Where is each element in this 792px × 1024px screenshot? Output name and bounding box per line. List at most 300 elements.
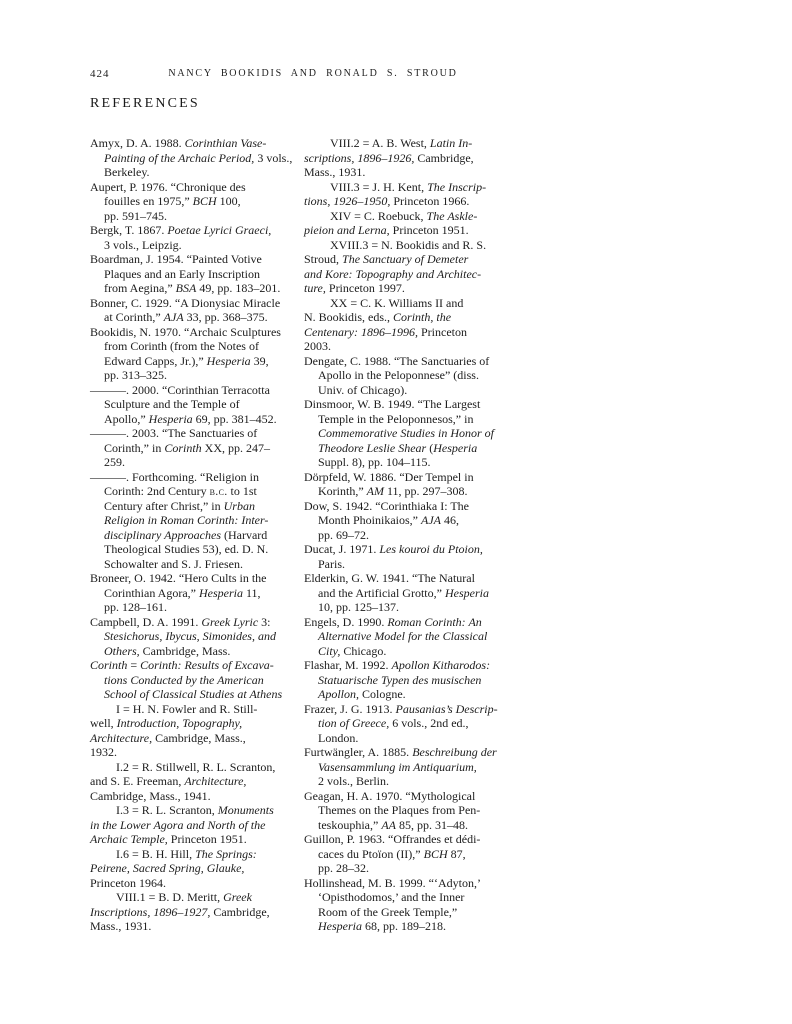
text-run: Statuarische Typen des musischen — [318, 672, 482, 687]
reference-line — [90, 919, 305, 934]
reference-entry — [304, 702, 519, 746]
text-run: Corinthian Agora,” — [104, 585, 199, 600]
reference-line — [304, 426, 519, 441]
text-run: Dörpfeld, W. 1886. “Der Tempel in — [304, 469, 474, 484]
page-number: 424 — [90, 68, 110, 80]
text-run: AA — [381, 817, 396, 832]
text-run: and Kore: Topography and Architec- — [304, 266, 482, 281]
text-run: School of Classical Studies at Athens — [104, 687, 283, 701]
text-run: AJA — [163, 310, 184, 324]
reference-line — [304, 325, 519, 340]
text-run: in the Lower Agora and North of the — [90, 817, 266, 832]
reference-entry — [304, 876, 519, 934]
reference-entry — [304, 571, 519, 615]
text-run: disciplinary Approaches — [104, 527, 221, 542]
text-run: 69, pp. 381–452. — [192, 411, 277, 426]
reference-line — [90, 571, 305, 586]
text-run: tions, 1926–1950, — [304, 194, 391, 208]
reference-entry — [90, 180, 305, 224]
text-run: 49, pp. 183–201. — [196, 281, 281, 295]
reference-line — [90, 774, 305, 789]
text-run: Centenary: 1896–1996, — [304, 324, 418, 339]
text-run: Temple in the Peloponnesos,” in — [318, 411, 474, 426]
text-run: VIII.3 = J. H. Kent, — [330, 179, 428, 194]
text-run: The Springs: — [195, 846, 257, 861]
reference-line — [304, 586, 519, 601]
text-run: Corinth, the — [393, 310, 452, 324]
text-run: The Askle- — [426, 208, 478, 223]
text-run: 85, pp. 31–48. — [396, 817, 468, 832]
text-run: Roman Corinth: An — [387, 614, 482, 629]
reference-line — [90, 484, 305, 499]
text-run: ture, — [304, 281, 326, 295]
text-run: Architecture, — [90, 730, 153, 745]
text-run: London. — [318, 730, 359, 745]
reference-line — [304, 890, 519, 905]
text-run: and the Artificial Grotto,” — [318, 585, 445, 600]
text-run: Cologne. — [359, 687, 406, 701]
reference-line — [90, 209, 305, 224]
text-run: Princeton — [417, 324, 467, 339]
reference-line — [90, 281, 305, 296]
reference-line — [90, 310, 305, 325]
reference-line — [90, 542, 305, 557]
reference-line — [90, 499, 305, 514]
text-run: XX, pp. 247– — [201, 440, 271, 455]
reference-line — [90, 832, 305, 847]
reference-entry — [90, 760, 305, 804]
text-run: pp. 28–32. — [318, 861, 369, 875]
text-run: Hesperia — [148, 411, 193, 426]
reference-entry — [90, 803, 305, 847]
reference-line — [304, 658, 519, 673]
reference-line — [90, 383, 305, 398]
text-run: Latin In- — [429, 136, 473, 150]
reference-line — [90, 136, 305, 151]
reference-line — [90, 412, 305, 427]
reference-entry — [90, 252, 305, 296]
text-run: 3 vols., — [254, 150, 293, 165]
reference-line — [304, 542, 519, 557]
text-run: Theological Studies 53), ed. D. N. — [104, 542, 269, 556]
reference-line — [304, 818, 519, 833]
reference-line — [304, 194, 519, 209]
text-run: Mass., 1931. — [304, 165, 366, 179]
text-run: scriptions, 1896–1926, — [304, 150, 415, 165]
text-run: 68, pp. 189–218. — [362, 919, 446, 933]
reference-line — [90, 702, 305, 717]
reference-line — [304, 832, 519, 847]
reference-line — [90, 658, 305, 673]
text-run: BCH — [192, 194, 217, 208]
text-run: Campbell, D. A. 1991. — [90, 614, 202, 629]
text-run: Cambridge, Mass., — [152, 730, 246, 745]
text-run: Princeton 1951. — [167, 832, 247, 846]
reference-line — [90, 557, 305, 572]
text-run: Greek Lyric — [201, 614, 259, 629]
reference-line — [90, 513, 305, 528]
text-run: to 1st — [227, 484, 257, 498]
text-run: Amyx, D. A. 1988. — [90, 136, 185, 150]
reference-line — [304, 600, 519, 615]
text-run: Princeton 1964. — [90, 875, 166, 890]
text-run: 6 vols., 2nd ed., — [389, 716, 469, 730]
text-run: Hesperia — [206, 353, 251, 368]
reference-line — [90, 760, 305, 775]
text-run: AJA — [421, 513, 442, 527]
reference-line — [304, 528, 519, 543]
reference-line — [90, 600, 305, 615]
reference-line — [304, 281, 519, 296]
text-run: Dengate, C. 1988. “The Sanctuaries of — [304, 353, 490, 368]
text-run: 100, — [216, 194, 241, 208]
reference-entry — [304, 470, 519, 499]
text-run: XVIII.3 = N. Bookidis and R. S. — [330, 237, 487, 252]
text-run: Korinth,” — [318, 484, 367, 498]
text-run: Corinth — [164, 440, 202, 455]
text-run: Others, — [104, 643, 140, 658]
text-run: Inscriptions, 1896–1927, — [90, 904, 211, 919]
text-run: The Inscrip- — [427, 179, 487, 194]
text-run: Edward Capps, Jr.),” — [104, 353, 207, 368]
reference-line — [304, 151, 519, 166]
reference-line — [90, 339, 305, 354]
text-run: Archaic Temple, — [90, 832, 168, 846]
reference-line — [90, 441, 305, 456]
reference-line — [304, 252, 519, 267]
text-run: ( — [426, 440, 434, 455]
reference-entry — [304, 615, 519, 659]
text-run: caces du Ptoïon (II),” — [318, 846, 424, 861]
text-run: Broneer, O. 1942. “Hero Cults in the — [90, 571, 267, 585]
text-run: from Aegina,” — [104, 281, 176, 295]
reference-line — [90, 687, 305, 702]
reference-line — [304, 803, 519, 818]
reference-entry — [304, 296, 519, 354]
text-run: ———. 2003. “The Sanctuaries of — [90, 426, 258, 440]
text-run: Poetae Lyrici Graeci, — [167, 223, 272, 237]
reference-line — [90, 528, 305, 543]
text-run: Sculpture and the Temple of — [104, 397, 240, 411]
reference-entry — [304, 238, 519, 296]
text-run: Cambridge, Mass. — [139, 643, 231, 658]
text-run: Pausanias’s Descrip- — [395, 701, 498, 716]
text-run: Cambridge, — [210, 904, 270, 919]
reference-line — [304, 209, 519, 224]
reference-line — [90, 470, 305, 485]
text-run: Suppl. 8), pp. 104–115. — [318, 455, 431, 469]
text-run: Hollinshead, M. B. 1999. “‘Adyton,’ — [304, 875, 481, 890]
reference-line — [90, 238, 305, 253]
reference-entry — [90, 426, 305, 470]
text-run: 2 vols., Berlin. — [318, 774, 389, 788]
reference-line — [90, 905, 305, 920]
reference-line — [90, 455, 305, 470]
text-run: Monuments — [217, 803, 274, 817]
reference-line — [304, 238, 519, 253]
text-run: Ducat, J. 1971. — [304, 542, 380, 556]
text-run: Princeton 1951. — [389, 223, 469, 237]
reference-line — [304, 310, 519, 325]
text-run: Vasensammlung im Antiquarium, — [318, 759, 477, 774]
reference-line — [304, 354, 519, 369]
reference-line — [90, 789, 305, 804]
text-run: pp. 313–325. — [104, 368, 167, 382]
reference-line — [304, 876, 519, 891]
text-run: 3 vols., Leipzig. — [104, 237, 182, 252]
text-run: Stesichorus, Ibycus, Simonides, and — [104, 629, 276, 643]
reference-line — [304, 499, 519, 514]
reference-line — [304, 687, 519, 702]
reference-line — [304, 223, 519, 238]
text-run: ‘Opisthodomos,’ and the Inner — [318, 890, 465, 904]
reference-entry — [304, 499, 519, 543]
reference-entry — [90, 615, 305, 659]
text-run: Theodore Leslie Shear — [318, 440, 427, 455]
text-run: 39, — [250, 353, 269, 368]
text-run: 259. — [104, 455, 125, 469]
reference-line — [304, 905, 519, 920]
text-run: Furtwängler, A. 1885. — [304, 745, 413, 759]
reference-entry — [304, 136, 519, 180]
reference-line — [304, 470, 519, 485]
text-run: Hesperia — [433, 440, 478, 455]
reference-entry — [304, 658, 519, 702]
reference-line — [304, 267, 519, 282]
text-run: Month Phoinikaios,” — [318, 513, 422, 527]
text-run: tions Conducted by the American — [104, 672, 264, 687]
text-run: XIV = C. Roebuck, — [330, 208, 427, 223]
text-run: BSA — [175, 281, 197, 295]
reference-line — [304, 789, 519, 804]
text-run: Bergk, T. 1867. — [90, 223, 168, 237]
reference-line — [90, 252, 305, 267]
reference-line — [304, 716, 519, 731]
text-run: Les kouroi du Ptoion, — [379, 542, 483, 556]
reference-entry — [304, 832, 519, 876]
text-run: Chicago. — [340, 643, 387, 658]
text-run: b.c. — [209, 484, 228, 498]
text-run: ———. Forthcoming. “Religion in — [90, 469, 259, 484]
reference-entry — [304, 354, 519, 398]
reference-line — [90, 368, 305, 383]
text-run: pp. 591–745. — [104, 208, 167, 223]
reference-line — [90, 876, 305, 891]
text-run: Engels, D. 1990. — [304, 614, 388, 629]
text-run: pp. 69–72. — [318, 527, 369, 542]
reference-line — [90, 673, 305, 688]
reference-entry — [304, 789, 519, 833]
text-run: City, — [318, 643, 341, 658]
text-run: The Sanctuary of Demeter — [342, 252, 469, 266]
section-title: REFERENCES — [90, 96, 200, 111]
text-run: Beschreibung der — [412, 745, 497, 759]
reference-line — [304, 165, 519, 180]
text-run: Century after Christ,” in — [104, 498, 224, 513]
text-run: Boardman, J. 1954. “Painted Votive — [90, 252, 262, 266]
text-run: teskouphia,” — [318, 817, 382, 832]
reference-line — [304, 455, 519, 470]
reference-entry — [90, 571, 305, 615]
reference-line — [90, 890, 305, 905]
text-run: Princeton 1997. — [325, 281, 405, 295]
reference-entry — [90, 136, 305, 180]
text-run: 2003. — [304, 339, 331, 353]
text-run: 33, pp. 368–375. — [183, 310, 268, 324]
reference-line — [90, 223, 305, 238]
text-run: I.6 = B. H. Hill, — [116, 846, 196, 861]
reference-line — [90, 325, 305, 340]
text-run: I.2 = R. Stillwell, R. L. Scranton, — [116, 759, 276, 774]
reference-line — [304, 571, 519, 586]
reference-line — [304, 760, 519, 775]
text-run: Plaques and an Early Inscription — [104, 266, 260, 281]
reference-line — [304, 180, 519, 195]
text-run: BCH — [423, 846, 448, 861]
text-run: Flashar, M. 1992. — [304, 658, 392, 672]
reference-entry — [304, 209, 519, 238]
text-run: Bookidis, N. 1970. “Archaic Sculptures — [90, 324, 281, 339]
text-run: Cambridge, — [414, 150, 474, 165]
reference-line — [304, 644, 519, 659]
text-run: Introduction, Topography, — [116, 716, 243, 730]
text-run: Peirene, Sacred Spring, Glauke, — [90, 861, 245, 875]
running-head: NANCY BOOKIDIS AND RONALD S. STROUD — [168, 68, 458, 79]
text-run: at Corinth,” — [104, 310, 164, 324]
reference-entry — [90, 383, 305, 427]
text-run: Stroud, — [304, 252, 343, 266]
reference-line — [90, 586, 305, 601]
text-run: Elderkin, G. W. 1941. “The Natural — [304, 571, 475, 585]
reference-entry — [90, 296, 305, 325]
text-run: fouilles en 1975,” — [104, 194, 193, 208]
text-run: Corinth: Results of Excava- — [140, 658, 274, 672]
reference-line — [304, 557, 519, 572]
text-run: VIII.2 = A. B. West, — [330, 136, 430, 150]
reference-entry — [90, 658, 305, 702]
text-run: 1932. — [90, 745, 117, 759]
text-run: 11, — [242, 585, 261, 600]
text-run: AM — [366, 484, 384, 498]
text-run: Dinsmoor, W. B. 1949. “The Largest — [304, 397, 481, 411]
text-run: ———. 2000. “Corinthian Terracotta — [90, 382, 270, 397]
reference-line — [304, 484, 519, 499]
reference-line — [304, 296, 519, 311]
reference-line — [90, 629, 305, 644]
reference-line — [304, 702, 519, 717]
text-run: Commemorative Studies in Honor of — [318, 426, 494, 440]
reference-line — [90, 180, 305, 195]
reference-line — [90, 426, 305, 441]
text-run: Hesperia — [318, 919, 362, 933]
reference-line — [304, 847, 519, 862]
text-run: I = H. N. Fowler and R. Still- — [116, 701, 258, 716]
text-run: (Harvard — [221, 527, 268, 542]
references-column-right — [304, 136, 519, 934]
text-run: Dow, S. 1942. “Corinthiaka I: The — [304, 498, 469, 513]
reference-line — [90, 615, 305, 630]
text-run: Paris. — [318, 556, 345, 571]
reference-entry — [90, 325, 305, 383]
text-run: 46, — [441, 513, 460, 527]
text-run: Univ. of Chicago). — [318, 382, 408, 397]
reference-line — [90, 716, 305, 731]
text-run: tion of Greece, — [318, 716, 390, 730]
text-run: 3: — [258, 614, 271, 629]
text-run: pp. 128–161. — [104, 600, 167, 614]
reference-line — [304, 745, 519, 760]
reference-line — [304, 397, 519, 412]
reference-line — [90, 731, 305, 746]
reference-line — [304, 731, 519, 746]
text-run: 87, — [447, 846, 466, 861]
references-column-left — [90, 136, 305, 934]
text-run: VIII.1 = B. D. Meritt, — [116, 890, 224, 904]
reference-line — [90, 296, 305, 311]
text-run: Apollon, — [318, 687, 359, 701]
text-run: Religion in Roman Corinth: Inter- — [104, 513, 269, 527]
text-run: Painting of the Archaic Period, — [104, 150, 255, 165]
text-run: Frazer, J. G. 1913. — [304, 701, 396, 716]
reference-line — [90, 847, 305, 862]
text-run: Greek — [223, 890, 252, 904]
text-run: = — [127, 658, 141, 672]
reference-line — [304, 629, 519, 644]
reference-entry — [90, 702, 305, 760]
text-run: Urban — [223, 498, 255, 513]
text-run: from Corinth (from the Notes of — [104, 339, 259, 353]
reference-line — [90, 194, 305, 209]
reference-line — [304, 919, 519, 934]
reference-line — [304, 615, 519, 630]
reference-line — [90, 803, 305, 818]
reference-line — [304, 861, 519, 876]
reference-line — [304, 513, 519, 528]
reference-entry — [90, 847, 305, 891]
reference-entry — [90, 890, 305, 934]
text-run: and S. E. Freeman, — [90, 774, 185, 788]
text-run: Schowalter and S. J. Friesen. — [104, 556, 243, 571]
text-run: Corinthian Vase- — [184, 136, 267, 150]
text-run: Corinth — [90, 658, 128, 672]
reference-line — [90, 165, 305, 180]
reference-entry — [304, 397, 519, 470]
reference-line — [304, 383, 519, 398]
text-run: Corinth: 2nd Century — [104, 484, 210, 498]
reference-line — [304, 136, 519, 151]
text-run: I.3 = R. L. Scranton, — [116, 803, 218, 817]
text-run: XX = C. K. Williams II and — [330, 295, 464, 310]
text-run: Alternative Model for the Classical — [318, 629, 488, 643]
reference-line — [90, 151, 305, 166]
reference-entry — [304, 745, 519, 789]
text-run: Apollo in the Peloponnese” (diss. — [318, 368, 479, 382]
reference-line — [90, 397, 305, 412]
text-run: 10, pp. 125–137. — [318, 600, 399, 614]
reference-line — [90, 644, 305, 659]
text-run: Bonner, C. 1929. “A Dionysiac Miracle — [90, 295, 281, 310]
text-run: Architecture, — [184, 774, 247, 788]
reference-line — [304, 368, 519, 383]
reference-line — [90, 745, 305, 760]
text-run: Hesperia — [444, 585, 489, 600]
reference-line — [304, 441, 519, 456]
text-run: Aupert, P. 1976. “Chronique des — [90, 179, 246, 194]
text-run: Princeton 1966. — [390, 194, 470, 208]
reference-entry — [90, 470, 305, 572]
reference-line — [90, 267, 305, 282]
reference-line — [90, 861, 305, 876]
